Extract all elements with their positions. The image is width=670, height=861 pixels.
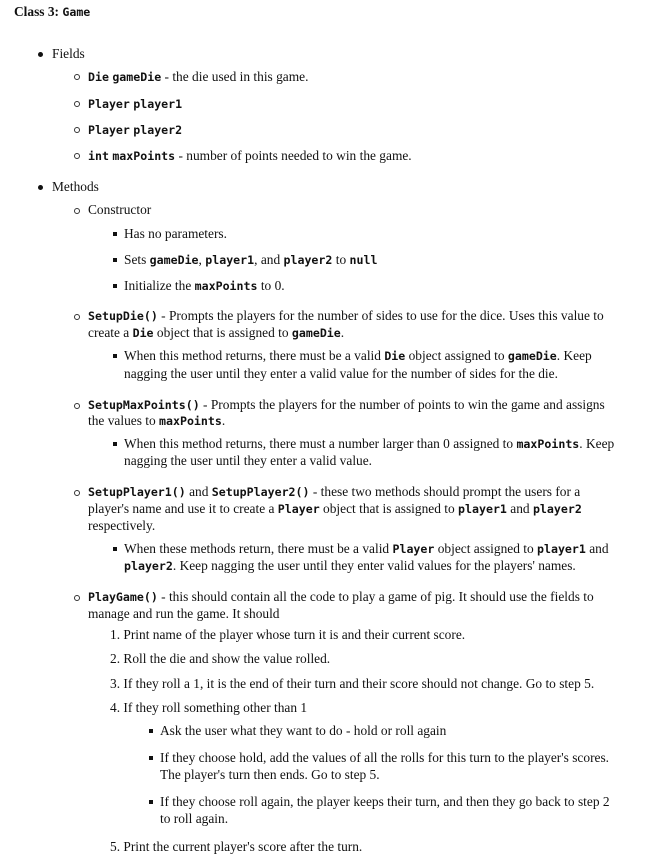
setupplayers-line2: player's name and use it to create a Player object that is assigned to player1 and player2 xyxy=(88,501,582,516)
setupdie-sub-line2: nagging the user until they enter a valid value for the number of sides for the die. xyxy=(124,366,558,381)
playgame-line1: PlayGame() - this should contain all the code to play a game of pig. It should use the fields to xyxy=(88,589,594,604)
bullet-disc-icon xyxy=(38,52,43,57)
playgame-sub-2-line2: The player's turn then ends. Go to step 5. xyxy=(160,767,380,782)
bullet-square-icon xyxy=(149,729,153,733)
playgame-sub-3-line2: to roll again. xyxy=(160,811,229,826)
setupmax-sub-line2: nagging the user until they enter a valid value. xyxy=(124,453,373,468)
bullet-circle-icon xyxy=(74,403,80,409)
field-gamedie: Die gameDie - the die used in this game. xyxy=(88,69,309,84)
title-prefix: Class 3: xyxy=(14,4,63,19)
setupdie-sub-line1: When this method returns, there must be a valid Die object assigned to gameDie. Keep xyxy=(124,348,592,363)
fields-heading: Fields xyxy=(52,46,85,61)
bullet-square-icon xyxy=(113,354,117,358)
bullet-circle-icon xyxy=(74,595,80,601)
setupmax-line2: the values to maxPoints. xyxy=(88,413,226,428)
playgame-step-2: 2. Roll the die and show the value rolled. xyxy=(110,651,331,666)
constructor-init: Initialize the maxPoints to 0. xyxy=(124,278,285,293)
bullet-square-icon xyxy=(113,547,117,551)
bullet-square-icon xyxy=(149,756,153,760)
bullet-square-icon xyxy=(113,284,117,288)
constructor-no-params: Has no parameters. xyxy=(124,226,227,241)
bullet-square-icon xyxy=(113,258,117,262)
field-player2: Player player2 xyxy=(88,123,183,137)
constructor-sets: Sets gameDie, player1, and player2 to null xyxy=(124,252,378,267)
playgame-sub-1: Ask the user what they want to do - hold or roll again xyxy=(160,723,447,738)
bullet-circle-icon xyxy=(74,74,80,80)
bullet-circle-icon xyxy=(74,314,80,320)
bullet-disc-icon xyxy=(38,185,43,190)
bullet-square-icon xyxy=(149,800,153,804)
setupmax-sub-line1: When this method returns, there must a number larger than 0 assigned to maxPoints. Keep xyxy=(124,436,615,451)
page-title xyxy=(14,4,90,21)
playgame-step-4: 4. If they roll something other than 1 xyxy=(110,700,308,715)
field-maxpoints: int maxPoints - number of points needed to win the game. xyxy=(88,148,412,163)
playgame-line2: manage and run the game. It should xyxy=(88,606,280,621)
bullet-circle-icon xyxy=(74,153,80,159)
bullet-circle-icon xyxy=(74,101,80,107)
playgame-step-3: 3. If they roll a 1, it is the end of their turn and their score should not change. Go to step 5. xyxy=(110,676,595,691)
setupdie-line1: SetupDie() - Prompts the players for the number of sides to use for the dice. Uses this value to xyxy=(88,308,604,323)
bullet-square-icon xyxy=(113,232,117,236)
bullet-circle-icon xyxy=(74,490,80,496)
bullet-circle-icon xyxy=(74,127,80,133)
playgame-step-1: 1. Print name of the player whose turn it is and their current score. xyxy=(110,627,466,642)
setupmax-line1: SetupMaxPoints() - Prompts the players for the number of points to win the game and assigns xyxy=(88,397,605,412)
playgame-step-5: 5. Print the current player's score after the turn. xyxy=(110,839,363,854)
setupdie-line2: create a Die object that is assigned to gameDie. xyxy=(88,325,345,340)
playgame-sub-2-line1: If they choose hold, add the values of all the rolls for this turn to the player's scores. xyxy=(160,750,610,765)
bullet-circle-icon xyxy=(74,208,80,214)
setupplayers-sub-line1: When these methods return, there must be a valid Player object assigned to player1 and xyxy=(124,541,609,556)
bullet-square-icon xyxy=(113,442,117,446)
setupplayers-sub-line2: player2. Keep nagging the user until they enter valid values for the players' names. xyxy=(124,558,576,573)
title-class-name: Game xyxy=(62,5,91,19)
constructor-heading: Constructor xyxy=(88,202,152,217)
methods-heading: Methods xyxy=(52,179,99,194)
setupplayers-line3: respectively. xyxy=(88,518,156,533)
field-player1: Player player1 xyxy=(88,97,183,111)
playgame-sub-3-line1: If they choose roll again, the player keeps their turn, and then they go back to step 2 xyxy=(160,794,610,809)
setupplayers-line1: SetupPlayer1() and SetupPlayer2() - these two methods should prompt the users for a xyxy=(88,484,581,499)
